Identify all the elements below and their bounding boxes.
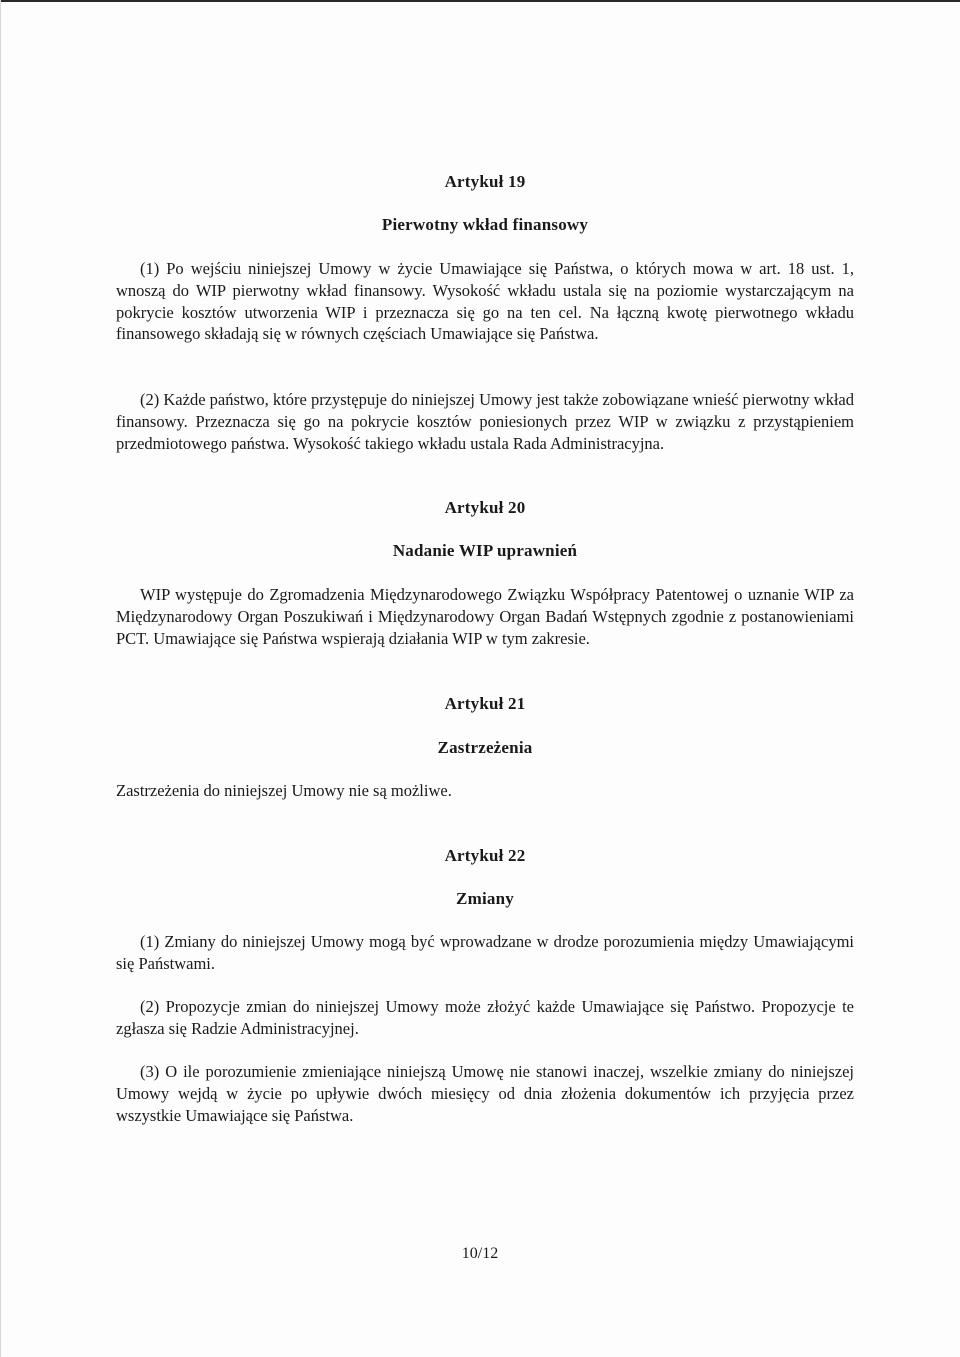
article-20-title: Nadanie WIP uprawnień bbox=[392, 541, 578, 560]
article-22-paragraph-2: (2) Propozycje zmian do niniejszej Umowy może złożyć każde Umawiające się Państwo. Propozycje te zgłasza się Radzie Administracyjnej. bbox=[116, 997, 854, 1038]
article-20-number: Artykuł 20 bbox=[444, 498, 526, 517]
article-20-paragraph-1: WIP występuje do Zgromadzenia Międzynarodowego Związku Współpracy Patentowej o uznanie WIP za Międzynarodowy Organ Poszukiwań i Międzynarodowy Organ Badań Wstępnych zgodnie z postanowieniami PCT. Umawiające się Państwa wspierają działania WIP w tym zakresie. bbox=[116, 585, 854, 648]
article-22-title: Zmiany bbox=[456, 889, 514, 908]
article-19-paragraph-2: (2) Każde państwo, które przystępuje do niniejszej Umowy jest także zobowiązane wnieść pierwotny wkład finansowy. Przeznacza się go na pokrycie kosztów poniesionych przez WIP w związku z przystąpieniem przedmiotowego państwa. Wysokość takiego wkładu ustala Rada Administracyjna. bbox=[116, 390, 854, 453]
article-22-paragraph-3: (3) O ile porozumienie zmieniające niniejszą Umowę nie stanowi inaczej, wszelkie zmiany do niniejszej Umowy wejdą w życie po upływie dwóch miesięcy od dnia złożenia dokumentów ich przyjęcia przez wszystkie Umawiające się Państwa. bbox=[116, 1062, 854, 1125]
article-21-paragraph-1: Zastrzeżenia do niniejszej Umowy nie są możliwe. bbox=[116, 781, 452, 800]
article-19-number: Artykuł 19 bbox=[444, 172, 526, 191]
article-22-paragraph-1: (1) Zmiany do niniejszej Umowy mogą być wprowadzane w drodze porozumienia między Umawiającymi się Państwami. bbox=[116, 932, 854, 973]
article-19-title: Pierwotny wkład finansowy bbox=[381, 215, 589, 234]
page-number: 10/12 bbox=[461, 1245, 499, 1262]
article-19-paragraph-1: (1) Po wejściu niniejszej Umowy w życie Umawiające się Państwa, o których mowa w art. 18 ust. 1, wnoszą do WIP pierwotny wkład finansowy. Wysokość wkładu ustala się na poziomie wystarczającym na pokrycie kosztów utworzenia WIP i przeznacza się go na ten cel. Na łączną kwotę pierwotnego wkładu finansowego składają się w równych częściach Umawiające się Państwa. bbox=[116, 259, 854, 344]
scan-left-border bbox=[0, 0, 1, 1357]
scan-top-border bbox=[0, 0, 960, 2]
article-21-title: Zastrzeżenia bbox=[437, 738, 533, 757]
article-22-number: Artykuł 22 bbox=[444, 846, 526, 865]
article-21-number: Artykuł 21 bbox=[444, 694, 526, 713]
